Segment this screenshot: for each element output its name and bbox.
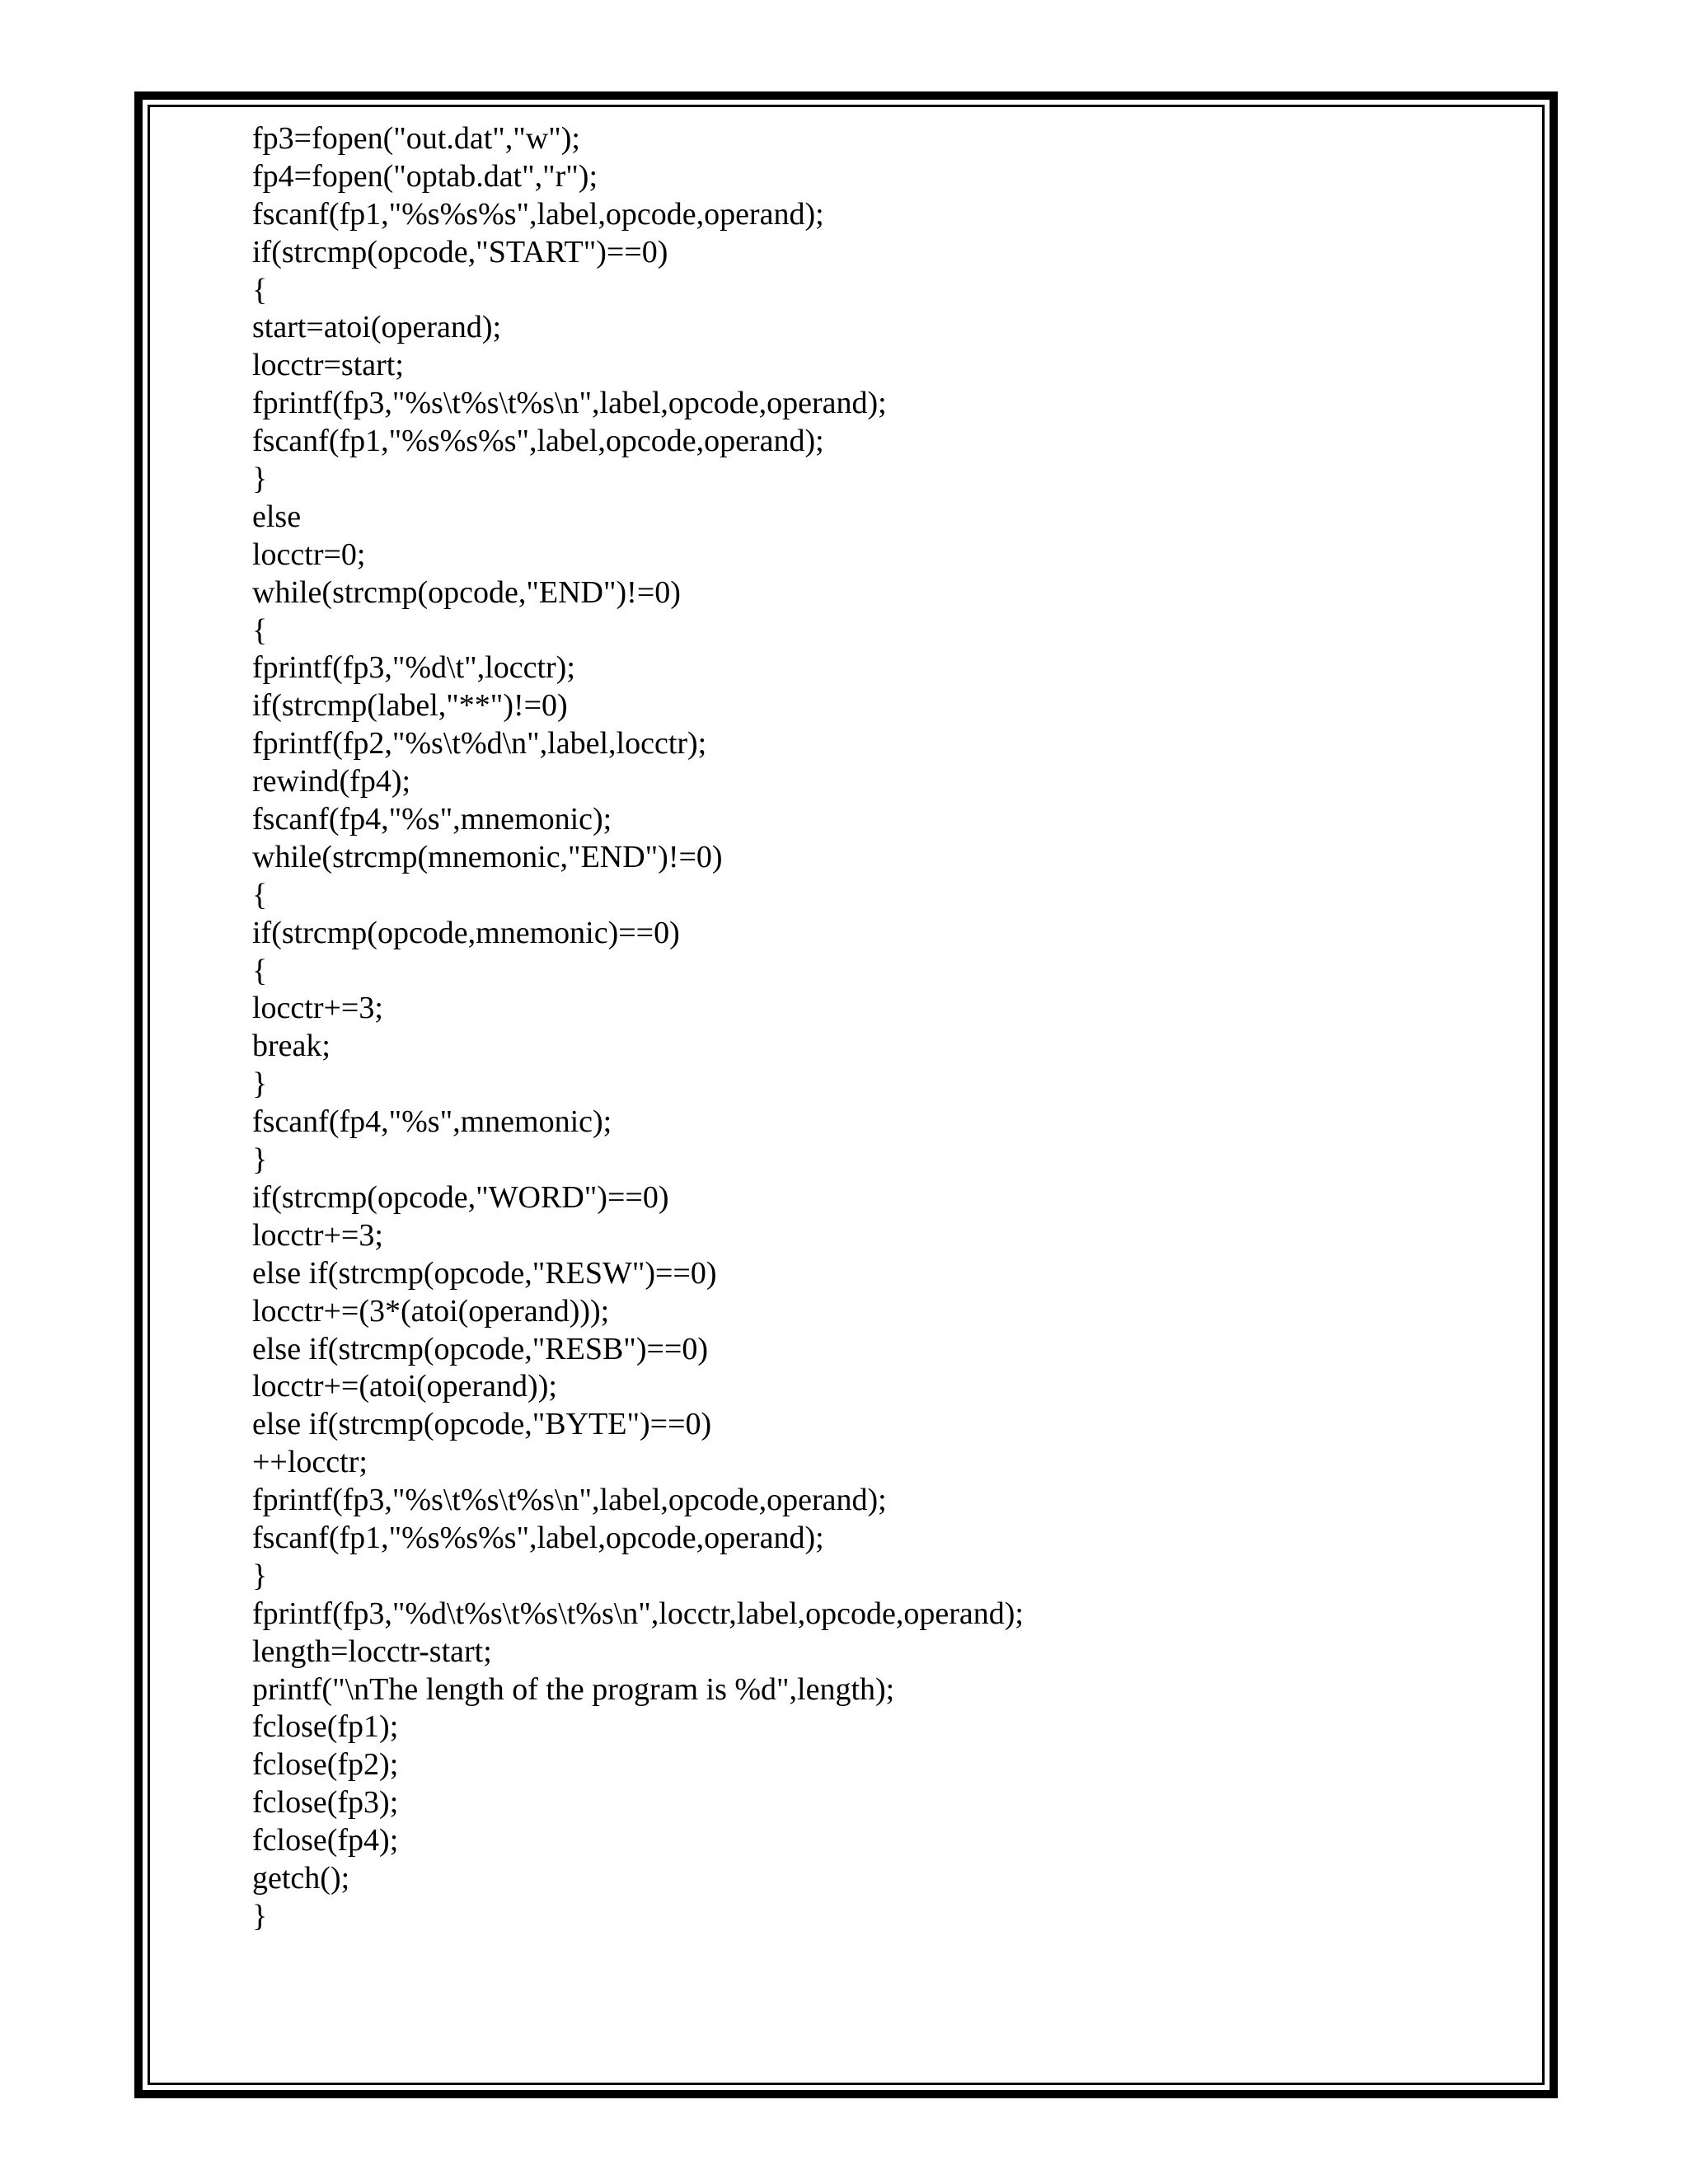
code-line: fprintf(fp3,"%d\t",locctr);: [252, 650, 575, 686]
code-line: getch();: [252, 1860, 350, 1896]
code-line: fscanf(fp4,"%s",mnemonic);: [252, 802, 612, 837]
code-line: locctr+=3;: [252, 991, 383, 1026]
code-line: }: [252, 1558, 268, 1593]
code-line: locctr+=(3*(atoi(operand)));: [252, 1293, 610, 1329]
code-line: fprintf(fp3,"%s\t%s\t%s\n",label,opcode,operand);: [252, 386, 887, 421]
code-line: if(strcmp(label,"**")!=0): [252, 688, 568, 724]
code-line: }: [252, 462, 268, 497]
code-line: }: [252, 1142, 268, 1178]
code-line: fscanf(fp1,"%s%s%s",label,opcode,operand);: [252, 196, 824, 232]
code-line: locctr+=3;: [252, 1217, 383, 1253]
code-line: else if(strcmp(opcode,"BYTE")==0): [252, 1407, 712, 1442]
code-line: rewind(fp4);: [252, 764, 411, 799]
code-line: if(strcmp(opcode,"WORD")==0): [252, 1179, 669, 1215]
code-line: while(strcmp(mnemonic,"END")!=0): [252, 839, 723, 874]
code-line: printf("\nThe length of the program is %d",length);: [252, 1671, 895, 1707]
code-line: fscanf(fp4,"%s",mnemonic);: [252, 1104, 612, 1140]
code-line: fclose(fp1);: [252, 1709, 399, 1745]
code-line: fscanf(fp1,"%s%s%s",label,opcode,operand);: [252, 424, 824, 459]
code-line: fprintf(fp2,"%s\t%d\n",label,locctr);: [252, 726, 707, 762]
code-line: length=locctr-start;: [252, 1633, 492, 1669]
code-line: {: [252, 272, 268, 307]
code-line: else if(strcmp(opcode,"RESW")==0): [252, 1255, 717, 1291]
code-line: fp3=fopen("out.dat","w");: [252, 121, 580, 156]
code-line: locctr+=(atoi(operand));: [252, 1369, 557, 1404]
code-line: {: [252, 953, 268, 988]
code-listing: [252, 120, 1024, 1936]
code-line: locctr=0;: [252, 537, 366, 572]
code-line: fprintf(fp3,"%s\t%s\t%s\n",label,opcode,operand);: [252, 1483, 887, 1518]
code-line: }: [252, 1066, 268, 1102]
code-line: fprintf(fp3,"%d\t%s\t%s\t%s\n",locctr,label,opcode,operand);: [252, 1596, 1024, 1631]
code-line: {: [252, 877, 268, 912]
code-line: break;: [252, 1029, 331, 1064]
code-line: fclose(fp3);: [252, 1785, 399, 1821]
code-line: start=atoi(operand);: [252, 310, 502, 345]
code-line: fclose(fp2);: [252, 1747, 399, 1783]
code-line: {: [252, 612, 268, 648]
code-line: fp4=fopen("optab.dat","r");: [252, 158, 598, 194]
code-line: fscanf(fp1,"%s%s%s",label,opcode,operand);: [252, 1520, 824, 1555]
code-line: ++locctr;: [252, 1445, 368, 1480]
code-line: while(strcmp(opcode,"END")!=0): [252, 574, 681, 610]
code-line: if(strcmp(opcode,mnemonic)==0): [252, 915, 680, 950]
code-line: else if(strcmp(opcode,"RESB")==0): [252, 1331, 708, 1366]
code-line: locctr=start;: [252, 348, 404, 383]
code-line: if(strcmp(opcode,"START")==0): [252, 234, 668, 269]
code-line: else: [252, 499, 302, 534]
code-line: fclose(fp4);: [252, 1823, 399, 1858]
code-line: }: [252, 1898, 268, 1933]
